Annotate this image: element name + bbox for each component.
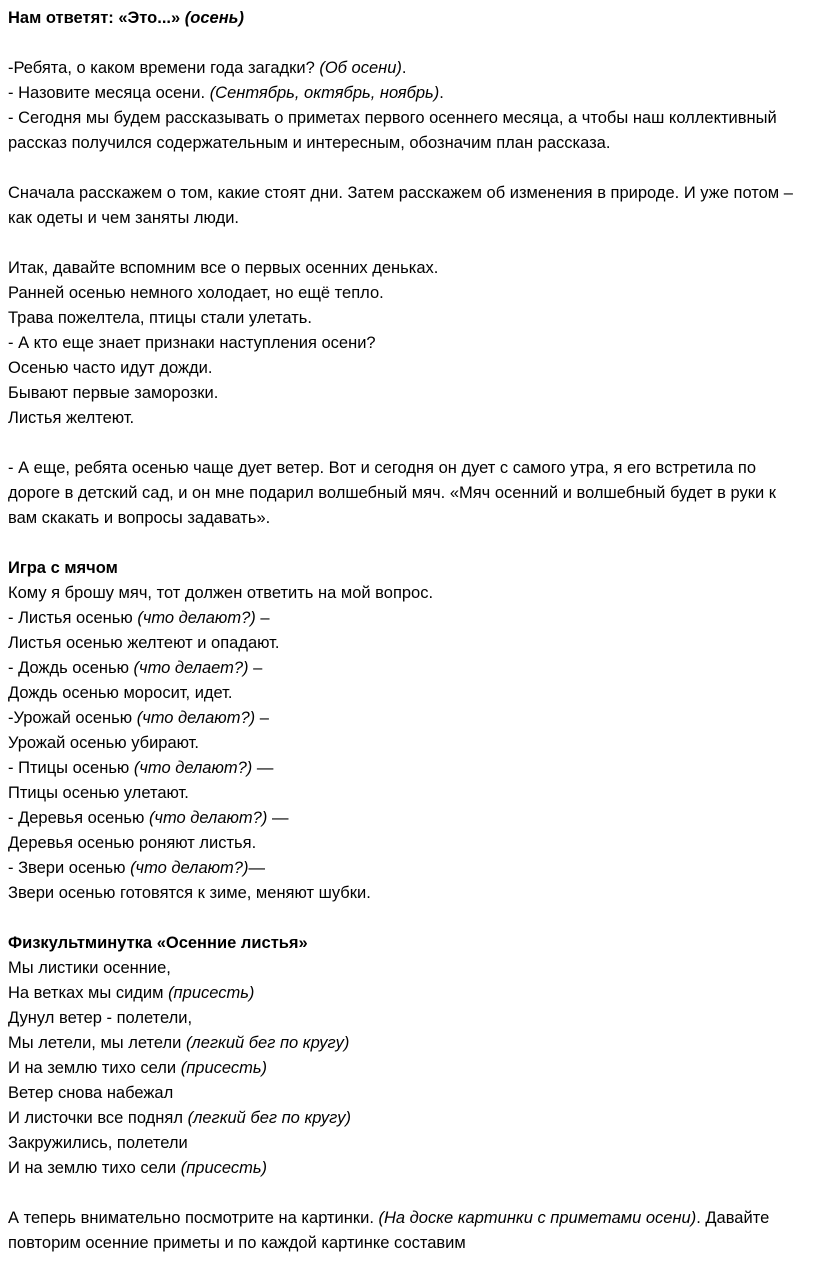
blank-line [8,431,804,456]
paragraph [8,956,804,981]
text-run: Трава пожелтела, птицы стали улетать. [8,309,312,327]
text-run: Звери осенью готовятся к зиме, меняют шубки. [8,884,371,902]
paragraph [8,1206,804,1256]
text-run: Мы листики осенние, [8,959,171,977]
paragraph [8,606,804,631]
text-run: Листья желтеют. [8,409,135,427]
text-run: Итак, давайте вспомним все о первых осенних деньках. [8,259,439,277]
text-run: Ветер снова набежал [8,1084,174,1102]
paragraph [8,706,804,731]
text-run: -Урожай осенью [8,709,137,727]
text-run: - Дождь осенью [8,659,134,677]
text-run: (что делают?) [130,859,249,877]
blank-line [8,531,804,556]
text-run: - Сегодня мы будем рассказывать о приметах первого осеннего месяца, а чтобы наш коллективный рассказ получился содержательным и интересным, обозначим план рассказа. [8,109,777,152]
text-run: (Об осени) [319,59,402,77]
paragraph [8,1056,804,1081]
text-run: (присесть) [180,1159,268,1177]
paragraph [8,406,804,431]
paragraph [8,631,804,656]
paragraph [8,1106,804,1131]
blank-line [8,231,804,256]
paragraph [8,981,804,1006]
text-run: — [267,809,289,827]
text-run: И листочки все поднял [8,1109,188,1127]
paragraph [8,331,804,356]
text-run: И на землю тихо сели [8,1159,181,1177]
text-run: – [255,709,269,727]
text-run: (что делают?) [148,809,268,827]
paragraph [8,556,804,581]
blank-line [8,1181,804,1206]
text-run: Мы летели, мы летели [8,1034,186,1052]
paragraph [8,681,804,706]
text-run: (присесть) [180,1059,268,1077]
paragraph [8,1006,804,1031]
text-run: Листья осенью желтеют и опадают. [8,634,280,652]
text-run: Урожай осенью убирают. [8,734,199,752]
paragraph [8,781,804,806]
text-run: Кому я брошу мяч, тот должен ответить на мой вопрос. [8,584,434,602]
text-run: Осенью часто идут дожди. [8,359,213,377]
text-run: (легкий бег по кругу) [185,1034,350,1052]
paragraph [8,1156,804,1181]
paragraph [8,56,804,81]
text-run: Дождь осенью моросит, идет. [8,684,233,702]
text-run: (осень) [184,9,244,27]
paragraph [8,656,804,681]
text-run: Дунул ветер - полетели, [8,1009,193,1027]
paragraph [8,831,804,856]
text-run: Физкультминутка «Осенние листья» [8,934,308,952]
paragraph [8,1031,804,1056]
text-run: . [439,84,444,102]
blank-line [8,156,804,181]
text-run: И на землю тихо сели [8,1059,181,1077]
paragraph [8,1131,804,1156]
text-run: Птицы осенью улетают. [8,784,189,802]
text-run: - А еще, ребята осенью чаще дует ветер. Вот и сегодня он дует с самого утра, я его встретила по дороге в детский сад, и он мне подарил волшебный мяч. «Мяч осенний и волшебный будет в руки к вам скакать и вопросы задавать». [8,459,776,527]
paragraph [8,281,804,306]
text-run: Бывают первые заморозки. [8,384,219,402]
text-run: - Листья осенью [8,609,138,627]
text-run: -Ребята, о каком времени года загадки? [8,59,320,77]
text-run: — [252,759,274,777]
text-run: - Птицы осенью [8,759,134,777]
paragraph [8,106,804,156]
paragraph [8,356,804,381]
paragraph [8,731,804,756]
paragraph [8,256,804,281]
text-run: Нам ответят: «Это...» [8,9,185,27]
text-run: На ветках мы сидим [8,984,169,1002]
text-run: (что делают?) [137,609,256,627]
paragraph [8,881,804,906]
text-run: – [255,609,270,627]
paragraph [8,6,804,31]
text-run: (что делают?) [133,759,253,777]
text-run: - Назовите месяца осени. [8,84,210,102]
text-run: Игра с мячом [8,559,118,577]
paragraph [8,381,804,406]
text-run: (Сентябрь, октябрь, ноябрь) [209,84,440,102]
paragraph [8,306,804,331]
text-run: . Давайте повторим осенние приметы и по каждой картинке составим [8,1209,770,1252]
text-run: — [248,859,265,877]
paragraph [8,81,804,106]
text-run: Деревья осенью роняют листья. [8,834,257,852]
text-run: Ранней осенью немного холодает, но ещё тепло. [8,284,384,302]
text-run: - Звери осенью [8,859,131,877]
paragraph [8,806,804,831]
text-run: Закружились, полетели [8,1134,188,1152]
text-run: (легкий бег по кругу) [187,1109,351,1127]
text-run: (что делают?) [136,709,256,727]
text-run: – [248,659,263,677]
text-run: (что делает?) [133,659,249,677]
paragraph [8,756,804,781]
text-run: (присесть) [168,984,255,1002]
paragraph [8,581,804,606]
text-run: - А кто еще знает признаки наступления осени? [8,334,376,352]
blank-line [8,906,804,931]
text-run: А теперь внимательно посмотрите на картинки. [8,1209,379,1227]
text-run: - Деревья осенью [8,809,149,827]
paragraph [8,931,804,956]
paragraph [8,456,804,531]
paragraph [8,1081,804,1106]
text-run: Сначала расскажем о том, какие стоят дни. Затем расскажем об изменения в природе. И уже потом – как одеты и чем заняты люди. [8,184,793,227]
text-run: . [401,59,407,77]
paragraph [8,181,804,231]
paragraph [8,856,804,881]
blank-line [8,31,804,56]
text-run: (На доске картинки с приметами осени) [378,1209,697,1227]
